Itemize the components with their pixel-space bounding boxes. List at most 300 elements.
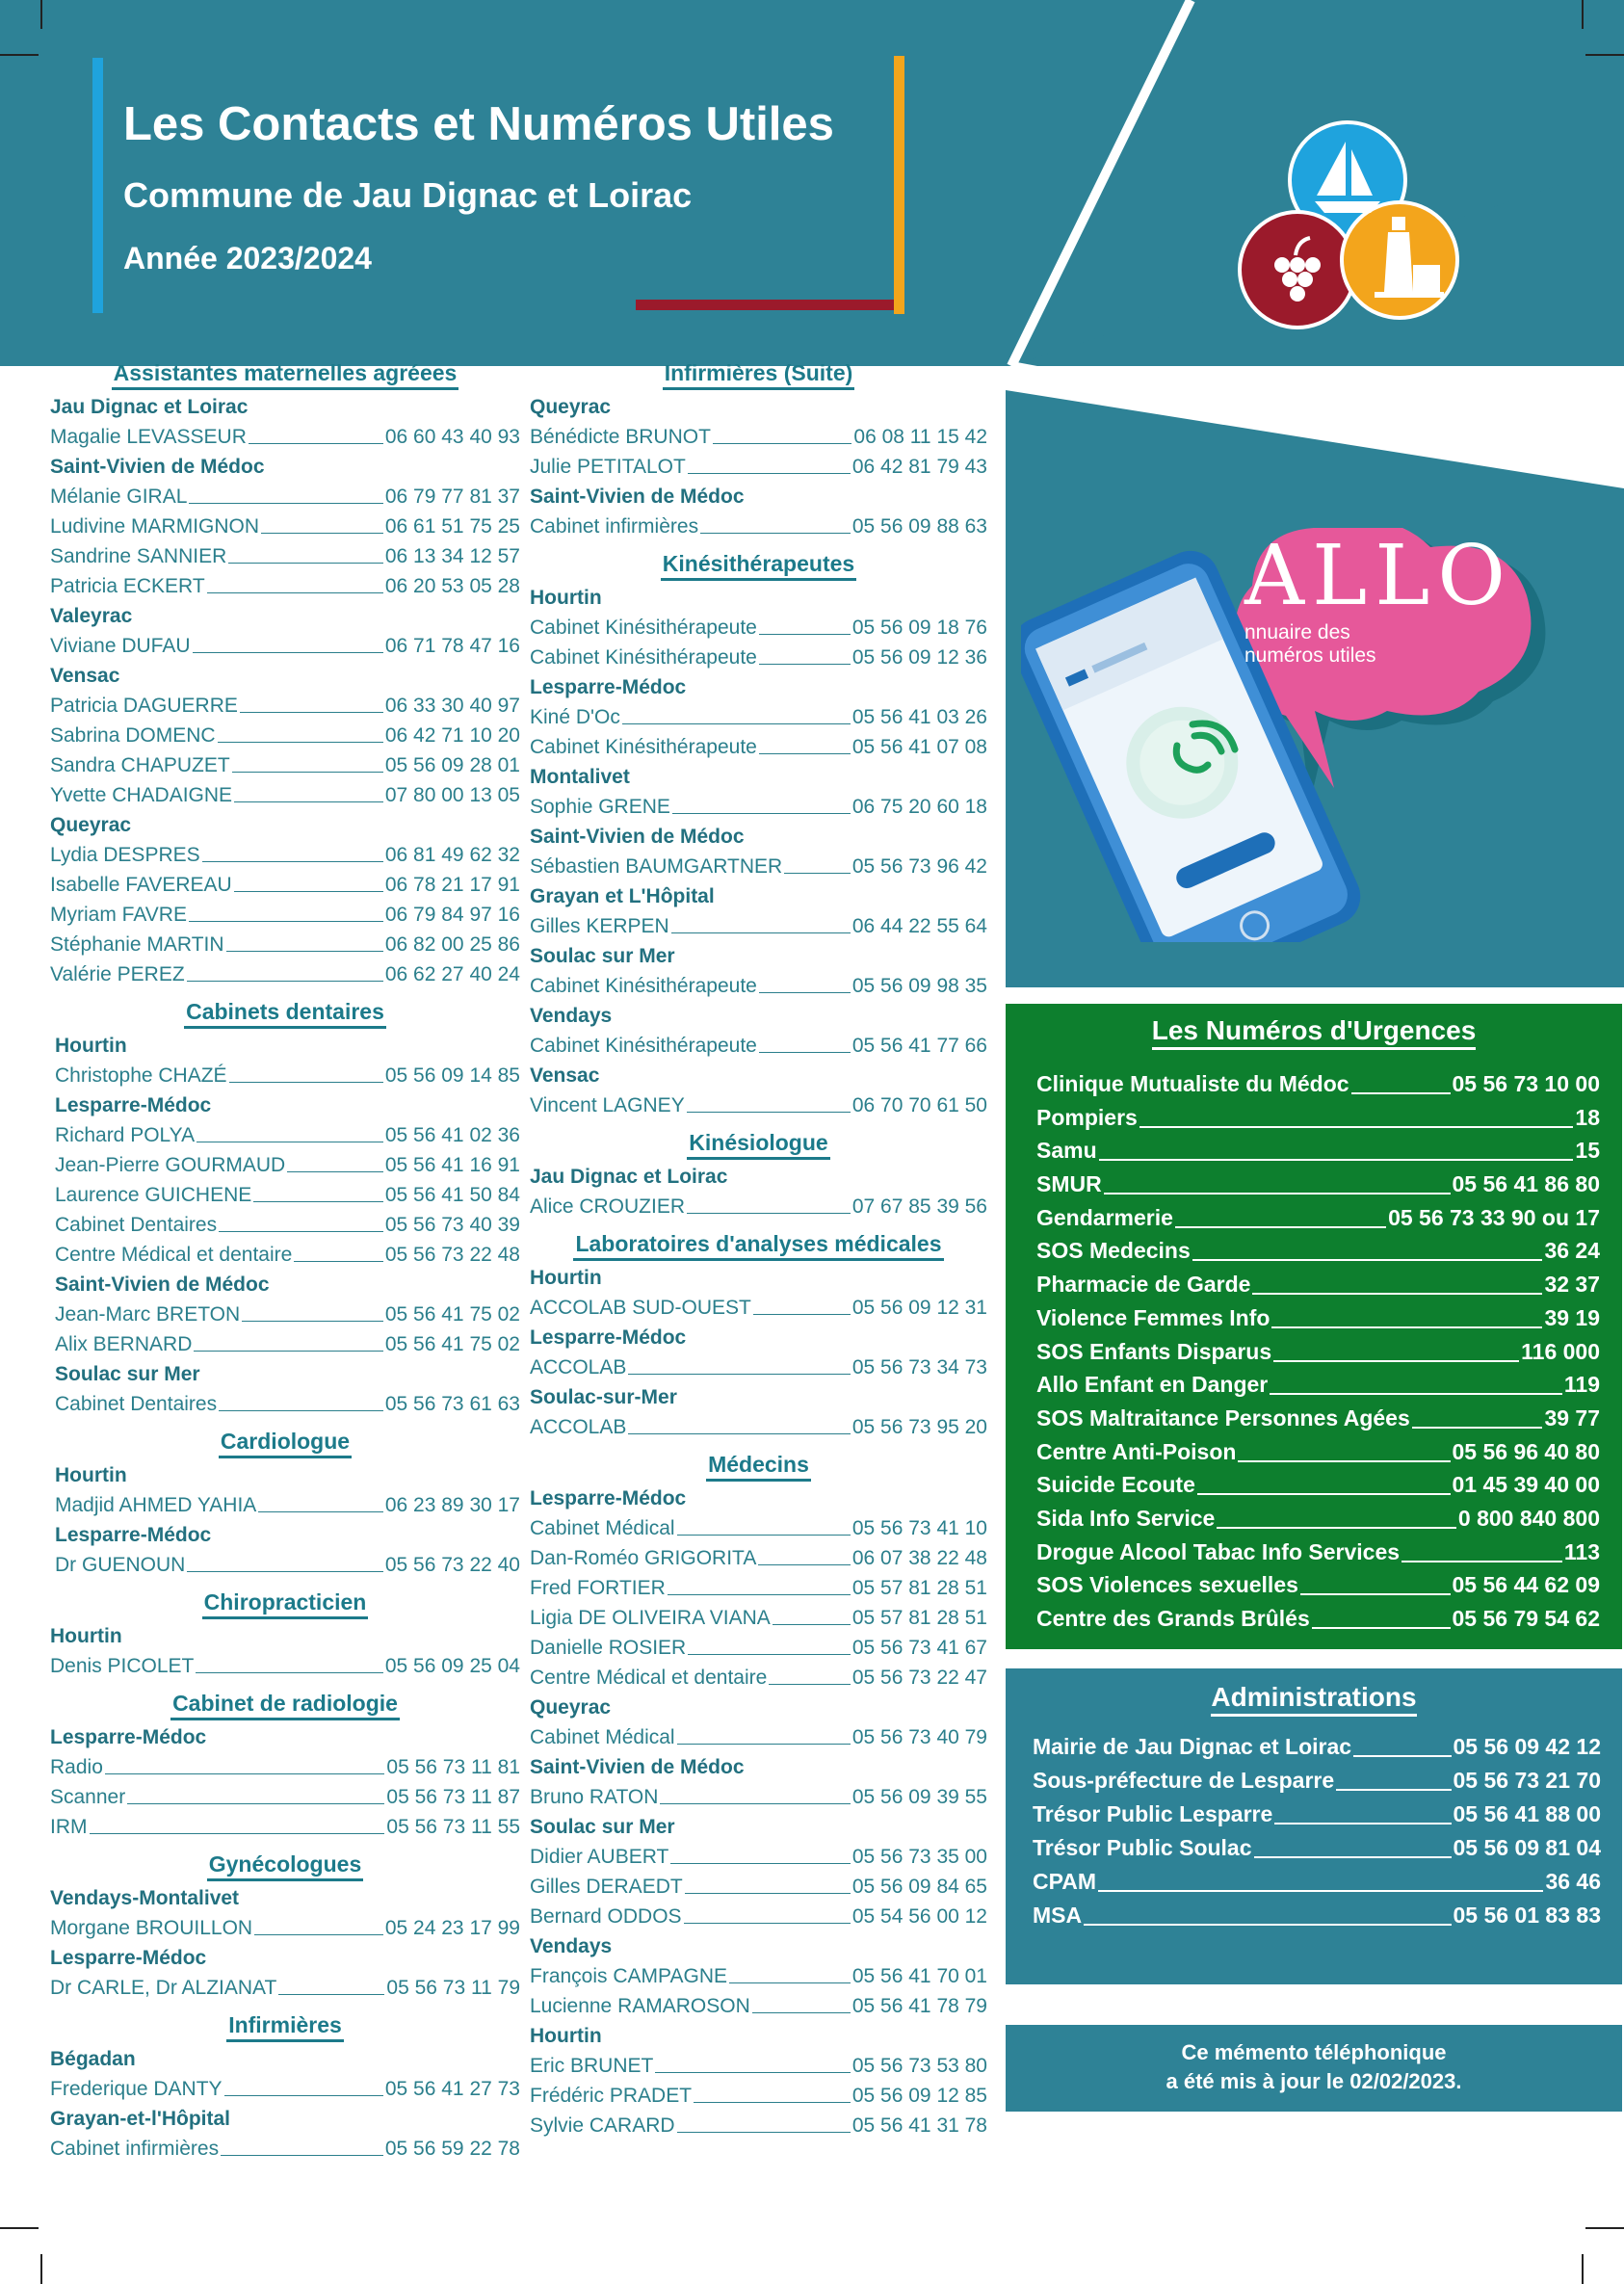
- location-heading: Saint-Vivien de Médoc: [55, 1273, 270, 1296]
- section-title: [50, 1851, 520, 1877]
- contact-row: [530, 852, 987, 881]
- leader-line: [105, 1752, 385, 1774]
- leader-line: [655, 2051, 851, 2073]
- phone-row: [1033, 1764, 1601, 1798]
- leader-line: [1412, 1402, 1543, 1429]
- contact-phone[interactable]: 06 44 22 55 64: [851, 915, 987, 937]
- leader-line: [1254, 1831, 1452, 1858]
- contact-row: [530, 1293, 987, 1323]
- contact-phone[interactable]: 05 56 09 28 01: [384, 754, 520, 776]
- location-heading: Saint-Vivien de Médoc: [530, 486, 745, 508]
- leader-line: [694, 2081, 851, 2103]
- service-phone[interactable]: 05 56 79 54 62: [1452, 1606, 1600, 1631]
- contact-name: Dan-Roméo GRIGORITA: [530, 1547, 757, 1569]
- service-name: MSA: [1033, 1903, 1083, 1928]
- service-name: Samu: [1036, 1138, 1097, 1164]
- leader-line: [1099, 1134, 1574, 1161]
- contact-row: [50, 2134, 520, 2164]
- location-heading: Lesparre-Médoc: [55, 1094, 212, 1116]
- service-name: SOS Enfants Disparus: [1036, 1338, 1272, 1364]
- contact-name: Sabrina DOMENC: [50, 724, 216, 747]
- emergency-list: [1036, 1067, 1600, 1636]
- contact-row: [530, 1842, 987, 1872]
- location-heading: Saint-Vivien de Médoc: [530, 1756, 745, 1778]
- contact-phone[interactable]: 06 07 38 22 48: [851, 1547, 987, 1569]
- contact-name: Bénédicte BRUNOT: [530, 426, 711, 448]
- contact-phone[interactable]: 05 56 09 39 55: [851, 1786, 987, 1808]
- phone-row: [1036, 1301, 1600, 1335]
- contact-phone[interactable]: 05 56 73 41 67: [851, 1637, 987, 1659]
- leader-line: [672, 792, 851, 814]
- section-title-text: Infirmières: [226, 2012, 344, 2042]
- contact-row: [50, 900, 520, 930]
- contact-row: [50, 930, 520, 959]
- contact-phone[interactable]: 05 56 73 34 73: [851, 1356, 987, 1378]
- contact-phone[interactable]: 05 56 73 11 87: [386, 1786, 520, 1808]
- contact-phone[interactable]: 06 82 00 25 86: [384, 933, 520, 956]
- contact-name: IRM: [50, 1816, 88, 1838]
- section-title-text: Médecins: [706, 1452, 811, 1482]
- crop-mark: [40, 2254, 42, 2284]
- contact-name: Christophe CHAZÉ: [55, 1064, 227, 1087]
- leader-line: [628, 1412, 850, 1434]
- contact-row: [530, 1633, 987, 1663]
- contact-row: [50, 870, 520, 900]
- contact-row: [530, 1352, 987, 1382]
- contact-name: ACCOLAB SUD-OUEST: [530, 1297, 751, 1319]
- contact-phone[interactable]: 05 56 73 11 55: [386, 1816, 520, 1838]
- contact-row: [50, 1550, 520, 1580]
- service-name: Gendarmerie: [1036, 1204, 1173, 1230]
- contact-phone[interactable]: 05 56 73 96 42: [851, 855, 987, 878]
- contact-name: Gilles DERAEDT: [530, 1876, 683, 1898]
- contact-row: [530, 1991, 987, 2021]
- contact-phone[interactable]: 05 24 23 17 99: [384, 1917, 520, 1939]
- phone-row: [1036, 1536, 1600, 1569]
- contact-name: Bruno RATON: [530, 1786, 659, 1808]
- contact-phone[interactable]: 05 56 41 27 73: [384, 2078, 520, 2100]
- contact-row: [530, 1513, 987, 1543]
- leader-line: [1274, 1798, 1451, 1825]
- phone-row: [1036, 1268, 1600, 1301]
- location-heading: Bégadan: [50, 2048, 136, 2070]
- contact-phone[interactable]: 05 56 09 18 76: [851, 617, 987, 639]
- service-name: Centre Anti-Poison: [1036, 1438, 1237, 1464]
- contact-phone[interactable]: 05 56 41 50 84: [384, 1184, 520, 1206]
- location-heading: Vensac: [530, 1064, 600, 1087]
- location-heading: Soulac-sur-Mer: [530, 1386, 677, 1408]
- contact-row: [530, 613, 987, 643]
- phone-row: [1036, 1335, 1600, 1369]
- service-name: Pharmacie de Garde: [1036, 1272, 1251, 1298]
- phone-row: [1036, 1602, 1600, 1636]
- contact-phone[interactable]: 05 56 73 22 40: [384, 1554, 520, 1576]
- section-title-text: Kinésiologue: [687, 1130, 829, 1160]
- contact-name: Patricia DAGUERRE: [50, 695, 238, 717]
- contact-name: Cabinet Médical: [530, 1726, 675, 1748]
- contact-name: Bernard ODDOS: [530, 1905, 682, 1928]
- service-phone[interactable]: 39 19: [1544, 1304, 1600, 1330]
- contact-phone[interactable]: 05 56 73 11 81: [386, 1756, 520, 1778]
- contact-phone[interactable]: 05 56 41 03 26: [851, 706, 987, 728]
- location-heading: Saint-Vivien de Médoc: [530, 826, 745, 848]
- service-phone[interactable]: 0 800 840 800: [1457, 1505, 1600, 1531]
- contact-row: [50, 1210, 520, 1240]
- contact-name: Didier AUBERT: [530, 1846, 669, 1868]
- phone-row: [1036, 1502, 1600, 1536]
- leader-line: [753, 1293, 851, 1315]
- section-title: [50, 1429, 520, 1455]
- leader-line: [1401, 1536, 1562, 1562]
- contact-name: Eric BRUNET: [530, 2055, 654, 2077]
- service-phone[interactable]: 01 45 39 40 00: [1452, 1472, 1600, 1498]
- contact-row: [50, 1180, 520, 1210]
- service-name: SOS Medecins: [1036, 1238, 1191, 1264]
- location-heading: Valeyrac: [50, 605, 133, 627]
- service-phone[interactable]: 18: [1575, 1104, 1600, 1130]
- contact-name: Sophie GRENE: [530, 796, 670, 818]
- service-phone[interactable]: 05 56 73 21 70: [1453, 1768, 1601, 1793]
- section-title: [530, 1130, 987, 1156]
- section-title: [50, 999, 520, 1025]
- leader-line: [242, 1300, 383, 1322]
- contact-phone[interactable]: 05 56 73 40 79: [851, 1726, 987, 1748]
- contacts-column-middle: [530, 360, 987, 2140]
- location-heading: Vensac: [50, 665, 120, 687]
- leader-line: [196, 1120, 383, 1142]
- contact-phone[interactable]: 05 56 41 16 91: [384, 1154, 520, 1176]
- allo-line1: nnuaire des: [1244, 621, 1350, 643]
- leader-line: [254, 1913, 383, 1935]
- leader-line: [249, 422, 383, 444]
- contact-phone[interactable]: 05 56 73 53 80: [851, 2055, 987, 2077]
- leader-line: [228, 541, 383, 564]
- contact-phone[interactable]: 05 56 09 12 36: [851, 646, 987, 669]
- service-phone[interactable]: 05 56 73 10 00: [1452, 1071, 1600, 1096]
- contact-phone[interactable]: 05 56 09 98 35: [851, 975, 987, 997]
- leader-line: [189, 900, 383, 922]
- leader-line: [218, 721, 383, 743]
- service-phone[interactable]: 05 56 41 86 80: [1452, 1171, 1600, 1197]
- section-title: [530, 551, 987, 577]
- phone-row: [1036, 1067, 1600, 1101]
- section-title: [50, 360, 520, 386]
- contact-phone[interactable]: 05 56 73 40 39: [384, 1214, 520, 1236]
- service-name: Centre des Grands Brûlés: [1036, 1606, 1310, 1631]
- section-title-text: Cabinet de radiologie: [170, 1691, 400, 1720]
- leader-line: [261, 512, 383, 534]
- service-name: SMUR: [1036, 1171, 1102, 1197]
- contact-name: Frederique DANTY: [50, 2078, 223, 2100]
- section-title-text: Cardiologue: [219, 1429, 352, 1458]
- contact-phone[interactable]: 05 56 73 22 47: [851, 1667, 987, 1689]
- contact-name: Lucienne RAMAROSON: [530, 1995, 750, 2017]
- contact-name: Dr CARLE, Dr ALZIANAT: [50, 1977, 277, 1999]
- location-heading: Lesparre-Médoc: [50, 1726, 207, 1748]
- contact-phone[interactable]: 06 20 53 05 28: [384, 575, 520, 597]
- contact-name: Cabinet Kinésithérapeute: [530, 975, 757, 997]
- leader-line: [685, 1872, 851, 1894]
- contact-phone[interactable]: 06 42 71 10 20: [384, 724, 520, 747]
- contact-phone[interactable]: 06 79 84 97 16: [384, 904, 520, 926]
- service-phone[interactable]: 05 56 01 83 83: [1453, 1903, 1601, 1928]
- contact-name: François CAMPAGNE: [530, 1965, 727, 1987]
- contact-phone[interactable]: 06 33 30 40 97: [384, 695, 520, 717]
- phone-row: [1036, 1435, 1600, 1469]
- leader-line: [684, 1902, 851, 1924]
- contact-name: Danielle ROSIER: [530, 1637, 687, 1659]
- location-heading: Vendays: [530, 1935, 613, 1957]
- service-phone[interactable]: 05 56 73 33 90 ou 17: [1388, 1204, 1600, 1230]
- contact-name: Centre Médical et dentaire: [530, 1667, 768, 1689]
- contact-row: [530, 792, 987, 822]
- contacts-column-left: [50, 360, 520, 2164]
- section-title: [50, 1691, 520, 1717]
- phone-row: [1036, 1168, 1600, 1201]
- contact-row: [530, 1722, 987, 1752]
- contact-phone[interactable]: 05 56 73 35 00: [851, 1846, 987, 1868]
- location-heading: Soulac sur Mer: [530, 945, 675, 967]
- leader-line: [759, 971, 851, 993]
- leader-line: [196, 1651, 382, 1673]
- contact-phone[interactable]: 05 56 73 22 48: [384, 1244, 520, 1266]
- leader-line: [1353, 1730, 1451, 1757]
- contact-phone[interactable]: 06 70 70 61 50: [851, 1094, 987, 1116]
- location-heading: Jau Dignac et Loirac: [530, 1166, 728, 1188]
- contact-row: [50, 1329, 520, 1359]
- section-title-text: Gynécologues: [207, 1851, 363, 1881]
- contact-phone[interactable]: 05 56 73 95 20: [851, 1416, 987, 1438]
- service-name: Violence Femmes Info: [1036, 1304, 1270, 1330]
- contact-name: Dr GUENOUN: [55, 1554, 186, 1576]
- contact-phone[interactable]: 05 57 81 28 51: [851, 1577, 987, 1599]
- contact-phone[interactable]: 06 23 89 30 17: [384, 1494, 520, 1516]
- service-phone[interactable]: 05 56 09 81 04: [1453, 1835, 1601, 1860]
- contact-row: [530, 732, 987, 762]
- service-phone[interactable]: 15: [1575, 1138, 1600, 1164]
- contact-phone[interactable]: 06 13 34 12 57: [384, 545, 520, 567]
- location-heading: Soulac sur Mer: [530, 1816, 675, 1838]
- contact-name: Cabinet Dentaires: [55, 1214, 218, 1236]
- phone-row: [1033, 1865, 1601, 1899]
- contact-phone[interactable]: 05 56 41 70 01: [851, 1965, 987, 1987]
- service-name: Suicide Ecoute: [1036, 1472, 1195, 1498]
- leader-line: [232, 750, 383, 773]
- service-phone[interactable]: 05 56 96 40 80: [1452, 1438, 1600, 1464]
- contact-phone[interactable]: 06 81 49 62 32: [384, 844, 520, 866]
- leader-line: [127, 1782, 384, 1804]
- contact-phone[interactable]: 06 61 51 75 25: [384, 515, 520, 538]
- leader-line: [784, 852, 851, 874]
- leader-line: [677, 1513, 851, 1536]
- contact-phone[interactable]: 05 56 41 07 08: [851, 736, 987, 758]
- contact-phone[interactable]: 05 56 41 02 36: [384, 1124, 520, 1146]
- leader-line: [1084, 1899, 1451, 1926]
- contact-phone[interactable]: 05 56 09 84 65: [851, 1876, 987, 1898]
- phone-row: [1036, 1368, 1600, 1402]
- section-title-text: Chiropracticien: [202, 1589, 369, 1619]
- contact-phone[interactable]: 05 56 59 22 78: [384, 2138, 520, 2160]
- service-phone[interactable]: 32 37: [1544, 1272, 1600, 1298]
- contact-name: Radio: [50, 1756, 103, 1778]
- section-title: [530, 1452, 987, 1478]
- leader-line: [1238, 1435, 1450, 1462]
- contact-name: Cabinet Kinésithérapeute: [530, 617, 757, 639]
- contact-phone[interactable]: 06 75 20 60 18: [851, 796, 987, 818]
- contact-name: Jean-Marc BRETON: [55, 1303, 241, 1326]
- contact-name: ACCOLAB: [530, 1416, 627, 1438]
- phone-row: [1033, 1831, 1601, 1865]
- location-heading: Hourtin: [55, 1035, 127, 1057]
- contact-phone[interactable]: 05 56 73 11 79: [386, 1977, 520, 1999]
- contact-row: [50, 1061, 520, 1090]
- contact-row: [530, 2051, 987, 2081]
- contact-name: Magalie LEVASSEUR: [50, 426, 247, 448]
- contact-name: Kiné D'Oc: [530, 706, 620, 728]
- contact-name: Mélanie GIRAL: [50, 486, 188, 508]
- contact-row: [530, 643, 987, 672]
- location-heading: Grayan et L'Hôpital: [530, 885, 715, 907]
- contact-row: [530, 1031, 987, 1061]
- contact-phone[interactable]: 07 67 85 39 56: [851, 1195, 987, 1218]
- contact-phone[interactable]: 05 56 41 77 66: [851, 1035, 987, 1057]
- leader-line: [1336, 1764, 1451, 1791]
- leader-line: [759, 1031, 851, 1053]
- leader-line: [677, 1722, 851, 1745]
- phone-row: [1036, 1402, 1600, 1435]
- contact-phone[interactable]: 05 56 09 14 85: [384, 1064, 520, 1087]
- crop-mark: [1585, 2227, 1624, 2229]
- service-phone[interactable]: 119: [1563, 1372, 1600, 1398]
- allo-word: ALLO: [1244, 528, 1513, 624]
- contact-row: [530, 452, 987, 482]
- service-phone[interactable]: 113: [1563, 1538, 1600, 1564]
- location-heading: Saint-Vivien de Médoc: [50, 456, 265, 478]
- contact-phone[interactable]: 06 60 43 40 93: [384, 426, 520, 448]
- leader-line: [1192, 1234, 1543, 1261]
- contact-phone[interactable]: 05 54 56 00 12: [851, 1905, 987, 1928]
- contact-row: [530, 702, 987, 732]
- phone-row: [1036, 1234, 1600, 1268]
- contact-name: Alice CROUZIER: [530, 1195, 686, 1218]
- contact-row: [50, 750, 520, 780]
- contact-name: Isabelle FAVEREAU: [50, 874, 232, 896]
- service-phone[interactable]: 116 000: [1521, 1338, 1600, 1364]
- contact-name: Cabinet Médical: [530, 1517, 675, 1539]
- contact-name: Scanner: [50, 1786, 126, 1808]
- leader-line: [1217, 1502, 1456, 1529]
- contact-phone[interactable]: 05 56 09 12 31: [851, 1297, 987, 1319]
- location-heading: Lesparre-Médoc: [55, 1524, 212, 1546]
- location-heading: Hourtin: [55, 1464, 127, 1486]
- service-phone[interactable]: 05 56 44 62 09: [1452, 1572, 1600, 1598]
- contact-row: [530, 1543, 987, 1573]
- contact-phone[interactable]: 07 80 00 13 05: [384, 784, 520, 806]
- leader-line: [759, 613, 851, 635]
- update-note: [1006, 2025, 1622, 2112]
- contact-row: [530, 1090, 987, 1120]
- contact-name: Laurence GUICHENE: [55, 1184, 252, 1206]
- contact-row: [530, 2081, 987, 2111]
- leader-line: [687, 1090, 851, 1113]
- contact-phone[interactable]: 06 08 11 15 42: [853, 426, 987, 448]
- contact-row: [530, 2111, 987, 2140]
- leader-line: [207, 571, 383, 593]
- phone-row: [1036, 1568, 1600, 1602]
- contact-name: ACCOLAB: [530, 1356, 627, 1378]
- location-heading: Grayan-et-l'Hôpital: [50, 2108, 231, 2130]
- contact-name: Cabinet Dentaires: [55, 1393, 218, 1415]
- contact-phone[interactable]: 05 56 09 12 85: [851, 2085, 987, 2107]
- contact-name: Denis PICOLET: [50, 1655, 195, 1677]
- contact-phone[interactable]: 06 71 78 47 16: [384, 635, 520, 657]
- service-name: CPAM: [1033, 1869, 1097, 1894]
- administrations-list: [1033, 1730, 1601, 1932]
- page-subtitle: Commune de Jau Dignac et Loirac: [123, 175, 693, 215]
- contact-name: Gilles KERPEN: [530, 915, 669, 937]
- contact-row: [530, 1902, 987, 1931]
- contact-phone[interactable]: 06 62 27 40 24: [384, 963, 520, 985]
- service-phone[interactable]: 39 77: [1544, 1405, 1600, 1431]
- emergency-title: Les Numéros d'Urgences: [1006, 1015, 1622, 1046]
- contact-phone[interactable]: 06 78 21 17 91: [384, 874, 520, 896]
- service-phone[interactable]: 36 24: [1544, 1238, 1600, 1264]
- contact-row: [50, 1973, 520, 2003]
- contact-phone[interactable]: 06 42 81 79 43: [851, 456, 987, 478]
- section-title-text: Assistantes maternelles agréees: [112, 360, 459, 390]
- service-name: Drogue Alcool Tabac Info Services: [1036, 1538, 1401, 1564]
- leader-line: [1273, 1335, 1519, 1362]
- contact-row: [50, 571, 520, 601]
- contact-name: Yvette CHADAIGNE: [50, 784, 233, 806]
- contact-phone[interactable]: 05 57 81 28 51: [851, 1607, 987, 1629]
- contact-phone[interactable]: 06 79 77 81 37: [384, 486, 520, 508]
- contact-row: [530, 1961, 987, 1991]
- section-title-text: Infirmières (Suite): [663, 360, 855, 390]
- location-heading: Hourtin: [50, 1625, 122, 1647]
- contact-phone[interactable]: 05 56 41 78 79: [851, 1995, 987, 2017]
- service-phone[interactable]: 05 56 41 88 00: [1453, 1801, 1601, 1826]
- leader-line: [677, 2111, 851, 2133]
- contact-row: [530, 1663, 987, 1693]
- crop-mark: [1582, 2254, 1584, 2284]
- leader-line: [294, 1240, 383, 1262]
- service-phone[interactable]: 05 56 09 42 12: [1453, 1734, 1601, 1759]
- contact-phone[interactable]: 05 56 73 61 63: [384, 1393, 520, 1415]
- contact-phone[interactable]: 05 56 41 31 78: [851, 2114, 987, 2137]
- leader-line: [670, 1842, 851, 1864]
- contact-phone[interactable]: 05 56 41 75 02: [384, 1333, 520, 1355]
- location-heading: Queyrac: [530, 396, 612, 418]
- contact-phone[interactable]: 05 56 73 41 10: [851, 1517, 987, 1539]
- service-phone[interactable]: 36 46: [1545, 1869, 1601, 1894]
- contact-phone[interactable]: 05 56 09 88 63: [851, 515, 987, 538]
- leader-line: [1312, 1602, 1451, 1629]
- contact-row: [530, 1192, 987, 1221]
- location-heading: Queyrac: [530, 1696, 612, 1719]
- contact-phone[interactable]: 05 56 41 75 02: [384, 1303, 520, 1326]
- leader-line: [278, 1973, 384, 1995]
- service-name: Trésor Public Soulac: [1033, 1835, 1252, 1860]
- contact-phone[interactable]: 05 56 09 25 04: [384, 1655, 520, 1677]
- contact-row: [50, 959, 520, 989]
- crop-mark: [0, 2227, 39, 2229]
- service-name: Mairie de Jau Dignac et Loirac: [1033, 1734, 1352, 1759]
- location-heading: Hourtin: [530, 2025, 602, 2047]
- leader-line: [1252, 1268, 1542, 1295]
- administrations-panel: [1006, 1668, 1622, 1984]
- contact-name: Cabinet infirmières: [530, 515, 699, 538]
